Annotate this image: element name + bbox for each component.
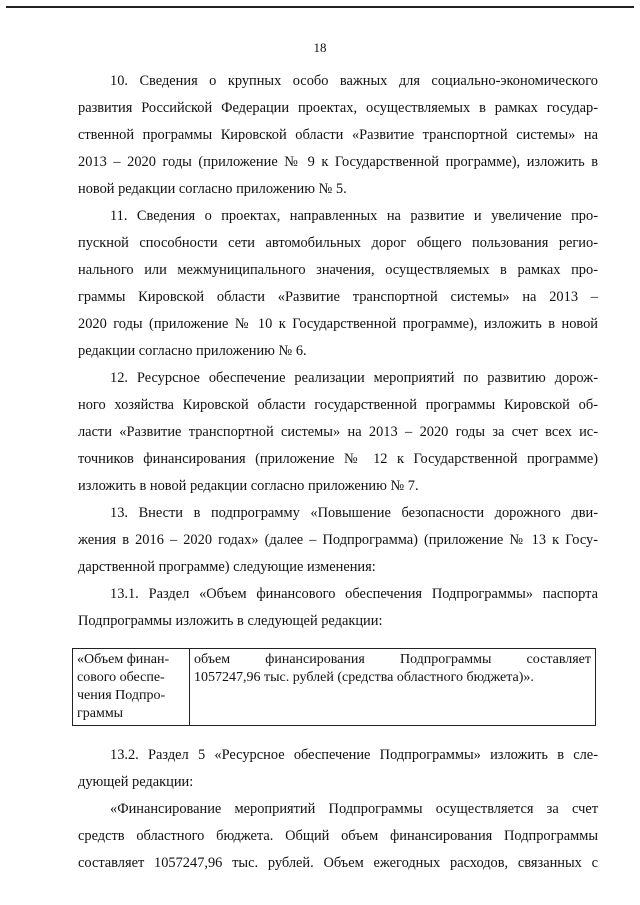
text-line: 13.1. Раздел «Объем финансового обеспечения Подпрограммы» паспорта xyxy=(110,586,598,602)
text-line: 13.2. Раздел 5 «Ресурсное обеспечение Подпрограммы» изложить в сле- xyxy=(110,747,598,763)
text-line: граммы Кировской области «Развитие транспортной системы» на 2013 – xyxy=(78,289,598,305)
paragraph-13-2 xyxy=(78,742,598,796)
top-rule xyxy=(6,6,634,8)
cell-text-line: чения Подпро- xyxy=(77,688,166,703)
text-line: дарственной программе) следующие изменения: xyxy=(78,559,376,575)
text-line: 10. Сведения о крупных особо важных для социально-экономического xyxy=(110,73,598,89)
text-line: 2020 годы (приложение № 10 к Государственной программе), изложить в новой xyxy=(78,316,598,332)
paragraph-11 xyxy=(78,203,598,365)
text-line: «Финансирование мероприятий Подпрограммы осуществляется за счет xyxy=(110,801,598,817)
text-line: Подпрограммы изложить в следующей редакции: xyxy=(78,613,383,629)
paragraph-13 xyxy=(78,500,598,581)
text-line: жения в 2016 – 2020 годах» (далее – Подпрограмма) (приложение № 13 к Госу- xyxy=(78,532,598,548)
text-line: составляет 1057247,96 тыс. рублей. Объем ежегодных расходов, связанных с xyxy=(78,855,598,871)
text-line: 12. Ресурсное обеспечение реализации мероприятий по развитию дорож- xyxy=(110,370,598,386)
paragraph-13-1 xyxy=(78,581,598,635)
text-line: дующей редакции: xyxy=(78,774,194,790)
text-line: пускной способности сети автомобильных дорог общего пользования регио- xyxy=(78,235,598,251)
document-body xyxy=(78,68,598,877)
text-line: развития Российской Федерации проектах, осуществляемых в рамках государ- xyxy=(78,100,598,116)
text-line: ственной программы Кировской области «Развитие транспортной системы» на xyxy=(78,127,598,143)
text-line: точников финансирования (приложение № 12 к Государственной программе) xyxy=(78,451,598,467)
cell-text-line: сового обеспе- xyxy=(77,670,165,685)
table-row xyxy=(73,649,596,726)
cell-text-line: «Объем финан- xyxy=(77,652,170,667)
text-line: новой редакции согласно приложению № 5. xyxy=(78,181,347,197)
paragraph-financing xyxy=(78,796,598,877)
cell-text-line: объем финансирования Подпрограммы составляет xyxy=(194,652,591,667)
text-line: нального или межмуниципального значения, осуществляемых в рамках про- xyxy=(78,262,598,278)
page-number: 18 xyxy=(313,40,327,55)
text-line: средств областного бюджета. Общий объем финансирования Подпрограммы xyxy=(78,828,598,844)
text-line: ного хозяйства Кировской области государственной программы Кировской об- xyxy=(78,397,598,413)
text-line: ласти «Развитие транспортной системы» на 2013 – 2020 годы за счет всех ис- xyxy=(78,424,598,440)
text-line: 2013 – 2020 годы (приложение № 9 к Государственной программе), изложить в xyxy=(78,154,598,170)
paragraph-10 xyxy=(78,68,598,203)
table-label-cell xyxy=(73,649,190,726)
passport-table xyxy=(72,648,596,726)
cell-text-line: граммы xyxy=(77,706,124,721)
text-line: изложить в новой редакции согласно приложению № 7. xyxy=(78,478,419,494)
paragraph-12 xyxy=(78,365,598,500)
text-line: 11. Сведения о проектах, направленных на развитие и увеличение про- xyxy=(110,208,598,224)
text-line: редакции согласно приложению № 6. xyxy=(78,343,307,359)
text-line: 13. Внести в подпрограмму «Повышение безопасности дорожного дви- xyxy=(110,505,598,521)
table-value-cell xyxy=(190,649,596,726)
cell-text-line: 1057247,96 тыс. рублей (средства областного бюджета)». xyxy=(194,670,534,685)
